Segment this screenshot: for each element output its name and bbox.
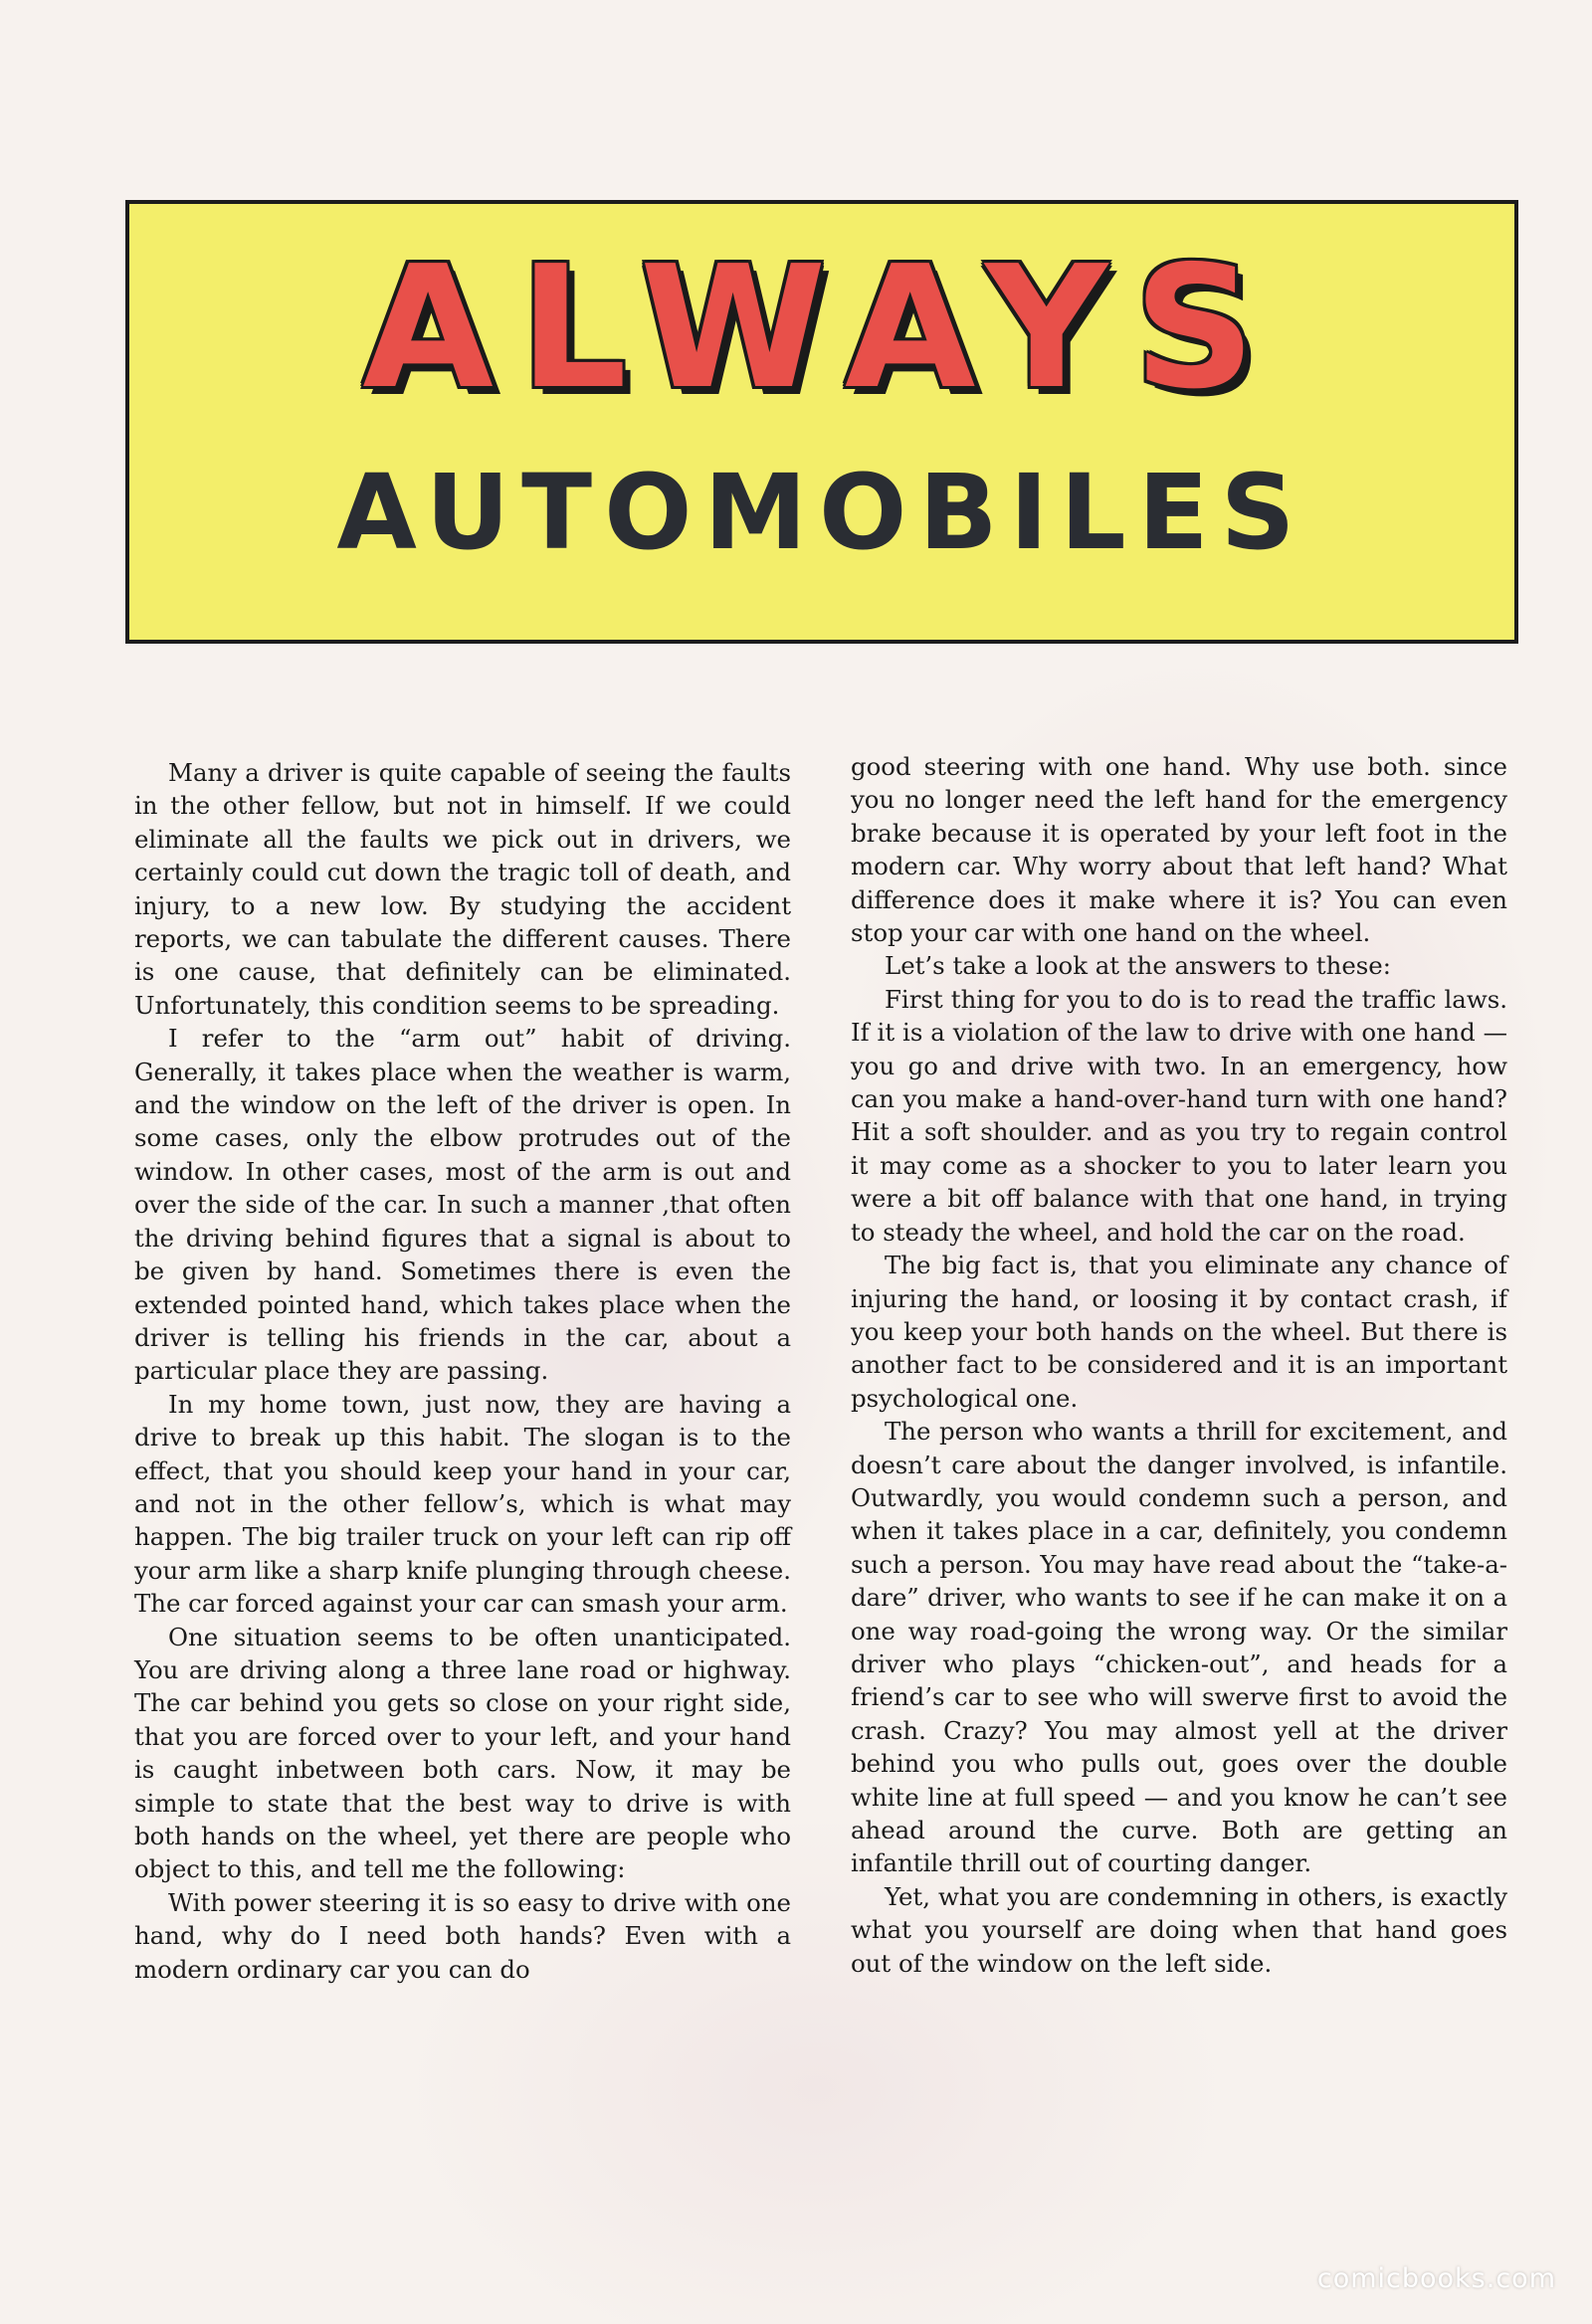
paragraph: Yet, what you are condemning in others, is exactly what you yourself are doing when that hand goes out of the window on the left side. — [851, 1881, 1507, 1978]
paragraph: The big fact is, that you eliminate any chance of injuring the hand, or loosing it by contact crash, if you keep your both hands on the wheel. But there is another fact to be considered and it is an important psychological one. — [851, 1251, 1507, 1413]
paragraph: Many a driver is quite capable of seeing the faults in the other fellow, but not in himself. If we could eliminate all the faults we pick out in drivers, we certainly could cut down the tragic toll of death, and injury, to a new low. By studying the accident reports, we can tabulate the different causes. There is one cause, that definitely can be eliminated. Unfortunately, this condition seems to be spreading. — [134, 758, 791, 1020]
article-column-right — [851, 750, 1507, 1980]
paragraph: The person who wants a thrill for excitement, and doesn’t care about the danger involved, is infantile. Outwardly, you would condemn such a person, and when it takes place in a car, definitely, you condemn such a person. You may have read about the “take-a-dare” driver, who wants to see if he can make it on a one way road-going the wrong way. Or the similar driver who plays “chicken-out”, and heads for a friend’s car to see who will swerve first to avoid the crash. Crazy? You may almost yell at the driver behind you who pulls out, goes over the double white line at full speed — and you know he can’t see ahead around the curve. Both are getting an infantile thrill out of courting danger. — [851, 1417, 1507, 1878]
paragraph: In my home town, just now, they are having a drive to break up this habit. The slogan is to the effect, that you should keep your hand in your car, and not in the other fellow’s, which is what may happen. The big trailer truck on your left can rip off your arm like a sharp knife plunging through cheese. The car forced against your car can smash your arm. — [134, 1389, 791, 1619]
paragraph: Let’s take a look at the answers to these: — [885, 951, 1391, 981]
paragraph: One situation seems to be often unanticipated. You are driving along a three lane road or highway. The car behind you gets so close on your right side, that you are forced over to your left, and your hand is caught inbetween both cars. Now, it may be simple to state that the best way to drive is with both hands on the wheel, yet there are people who object to this, and tell me the following: — [134, 1622, 791, 1884]
paragraph: I refer to the “arm out” habit of driving. Generally, it takes place when the weather is warm, and the window on the left of the driver is open. In some cases, only the elbow protrudes out of the window. In other cases, most of the arm is out and over the side of the car. In such a manner ,that often the driving behind figures that a signal is about to be given by hand. Sometimes there is even the extended pointed hand, which takes place when the driver is telling his friends in the car, about a particular place they are passing. — [134, 1024, 791, 1386]
paragraph: With power steering it is so easy to drive with one hand, why do I need both hands? Even with a modern ordinary car you can do — [134, 1887, 791, 1984]
article-column-left — [134, 756, 791, 1986]
paragraph: First thing for you to do is to read the traffic laws. If it is a violation of the law to drive with one hand — you go and drive with two. In an emergency, how can you make a hand-over-hand turn with one hand? Hit a soft shoulder. and as you try to regain control it may come as a shocker to you to later learn you were a bit off balance with that one hand, in trying to steady the wheel, and hold the car on the road. — [851, 984, 1507, 1247]
watermark: comicbooks.com — [1316, 2263, 1556, 2294]
title-automobiles: AUTOMOBILES — [336, 452, 1307, 573]
title-banner — [125, 200, 1518, 644]
paragraph: good steering with one hand. Why use both. since you no longer need the left hand for the emergency brake because it is operated by your left foot in the modern car. Why worry about that left hand? What difference does it make where it is? You can even stop your car with one hand on the wheel. — [851, 752, 1507, 948]
title-always: ALWAYS — [362, 230, 1282, 427]
